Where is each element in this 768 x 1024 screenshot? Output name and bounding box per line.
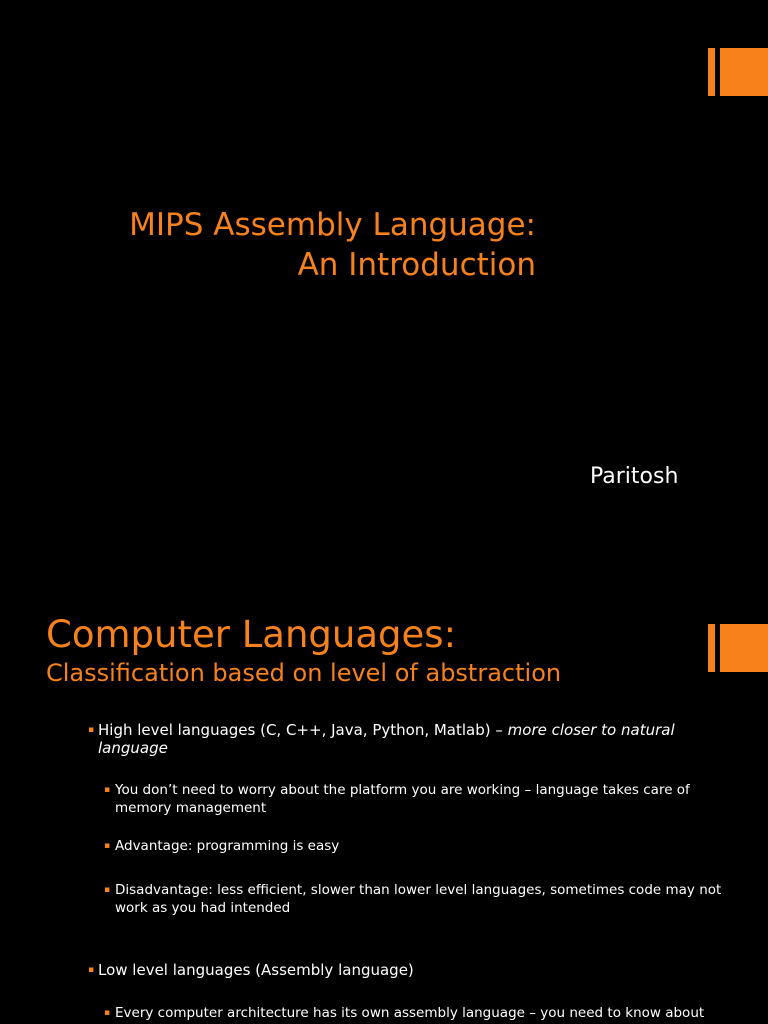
sub-bullet-platform xyxy=(104,781,728,817)
accent-thin-bar xyxy=(708,48,715,96)
square-bullet-icon: ▪ xyxy=(104,885,111,895)
bullet-text: Disadvantage: less efficient, slower than lower level languages, sometimes code may not work as you had intended xyxy=(115,882,722,916)
accent-bars xyxy=(708,48,768,96)
accent-bars xyxy=(708,624,768,672)
presentation-title xyxy=(60,205,536,285)
bullet-text-main: High level languages (C, C++, Java, Python, Matlab) – xyxy=(98,721,508,739)
sub-bullet-architecture xyxy=(104,1004,728,1022)
content-slide xyxy=(0,590,768,1024)
bullet-text: Low level languages (Assembly language) xyxy=(98,961,414,979)
square-bullet-icon: ▪ xyxy=(104,841,111,851)
bullet-high-level xyxy=(88,721,728,757)
bullet-low-level xyxy=(88,961,728,979)
bullet-text-emphasis: more closer to natural language xyxy=(98,721,675,757)
slide-subtitle: Classification based on level of abstraction xyxy=(46,659,562,687)
accent-square xyxy=(720,624,768,672)
author-name: Paritosh xyxy=(590,464,679,489)
sub-bullet-disadvantage xyxy=(104,881,728,917)
bullet-text: Every computer architecture has its own assembly language – you need to know about xyxy=(115,1005,705,1021)
square-bullet-icon: ▪ xyxy=(104,785,111,795)
title-line-1: MIPS Assembly Language: xyxy=(129,207,536,243)
bullet-text: You don’t need to worry about the platform you are working – language takes care of memory management xyxy=(115,782,690,816)
square-bullet-icon: ▪ xyxy=(104,1008,111,1018)
accent-thin-bar xyxy=(708,624,715,672)
square-bullet-icon: ▪ xyxy=(88,725,95,735)
sub-bullet-advantage xyxy=(104,837,728,855)
square-bullet-icon: ▪ xyxy=(88,965,95,975)
slide-title: Computer Languages: xyxy=(46,613,457,656)
bullet-text: Advantage: programming is easy xyxy=(115,838,340,854)
bullet-text xyxy=(88,721,728,757)
title-line-2: An Introduction xyxy=(297,247,536,283)
accent-square xyxy=(720,48,768,96)
